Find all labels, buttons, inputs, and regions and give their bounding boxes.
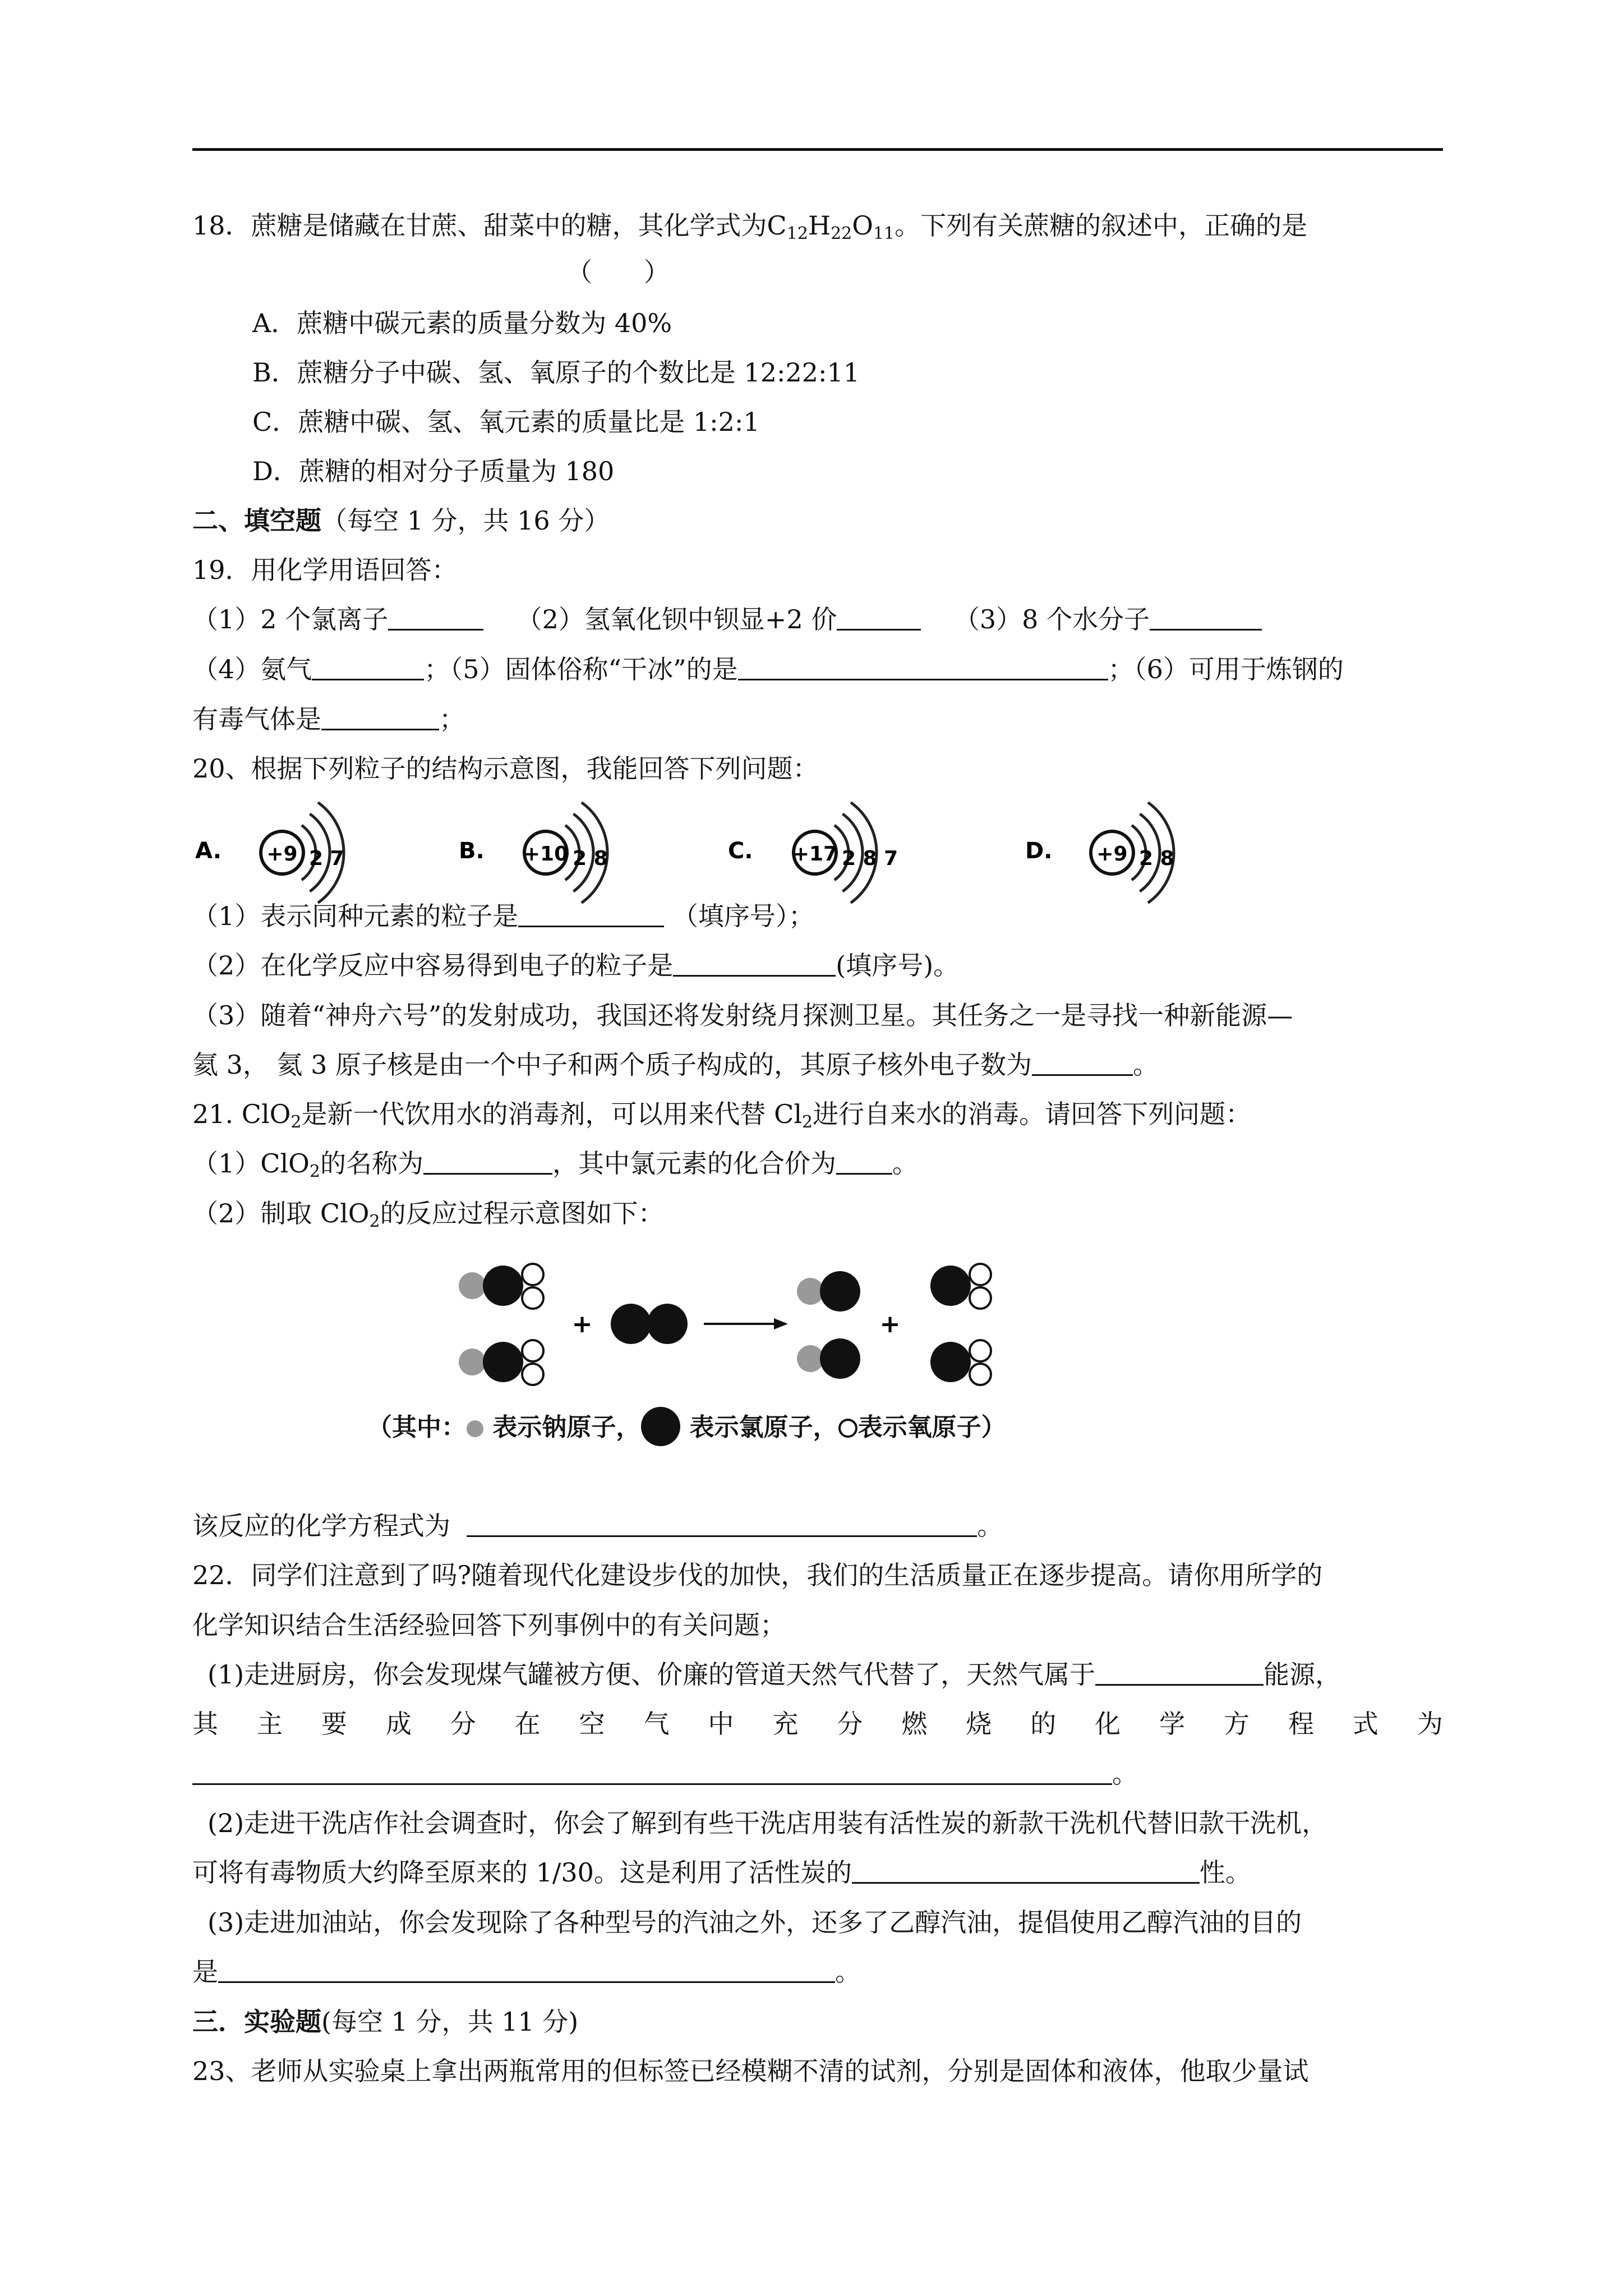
answer-blank — [837, 604, 921, 631]
q19-line1: （1）2 个氯离子 （2）氢氧化钡中钡显+2 价 （3）8 个水分子 — [192, 602, 1262, 636]
q22-stem: 22．同学们注意到了吗?随着现代化建设步伐的加快，我们的生活质量正在逐步提高。请你用所学的 — [192, 1560, 1323, 1590]
spread-char: 主 — [256, 1709, 283, 1739]
answer-blank — [852, 1857, 1200, 1884]
q18-option-c: C．蔗糖中碳、氢、氧元素的质量比是 1:2:1 — [252, 407, 760, 437]
q23-stem: 23、老师从实验桌上拿出两瓶常用的但标签已经模糊不清的试剂，分别是固体和液体，他取少量试 — [192, 2056, 1309, 2086]
answer-blank — [218, 1957, 835, 1983]
answer-blank — [467, 1511, 977, 1537]
atom-structure-diagrams — [192, 797, 1202, 909]
spread-char: 烧 — [966, 1709, 992, 1739]
q21-equation: 该反应的化学方程式为 。 — [192, 1511, 1003, 1541]
spread-char: 充 — [772, 1709, 799, 1739]
atom-label: C. — [728, 838, 753, 864]
q22-stem-cont: 化学知识结合生活经验回答下列事例中的有关问题； — [192, 1610, 786, 1640]
clo2-molecule — [930, 1264, 991, 1309]
answer-blank — [673, 950, 836, 977]
q22-part1-line3: 。 — [192, 1757, 1138, 1791]
nacl-molecule — [797, 1338, 860, 1379]
oxygen-atom-icon — [838, 1418, 858, 1438]
q22-part2-cont: 可将有毒物质大约降至原来的 1/30。这是利用了活性炭的 性。 — [192, 1857, 1251, 1888]
spread-char: 空 — [579, 1709, 605, 1739]
spread-char: 燃 — [901, 1709, 928, 1739]
reaction-legend: （其中： 表示钠原子， 表示氯原子， 表示氧原子） — [367, 1405, 1006, 1450]
atom-diagram — [459, 803, 608, 903]
answer-blank — [836, 1148, 892, 1175]
q22-part3: (3)走进加油站，你会发现除了各种型号的汽油之外，还多了乙醇汽油，提倡使用乙醇汽油的目的 — [208, 1907, 1302, 1938]
q18-option-a: A．蔗糖中碳元素的质量分数为 40% — [252, 308, 672, 338]
answer-blank — [1150, 604, 1262, 631]
q20-part2: （2）在化学反应中容易得到电子的粒子是 (填序号)。 — [192, 950, 960, 981]
atom-label: D. — [1025, 838, 1053, 864]
q20-stem: 20、根据下列粒子的结构示意图，我能回答下列问题： — [192, 753, 819, 784]
q22-part2: (2)走进干洗店作社会调查时，你会了解到有些干洗店用装有活性炭的新款干洗机代替旧款干洗机， — [208, 1808, 1328, 1838]
q18-answer-paren: （ ） — [566, 257, 670, 287]
reaction-diagram — [437, 1251, 1110, 1402]
spread-char: 的 — [1030, 1709, 1057, 1739]
plus-sign: + — [571, 1310, 593, 1338]
answer-blank — [423, 1148, 552, 1175]
q21-part1: （1）ClO$_2$的名称为 ，其中氯元素的化合价为 。 — [192, 1148, 918, 1181]
spread-char: 其 — [192, 1709, 218, 1739]
answer-blank — [312, 654, 424, 680]
naclo2-molecule — [459, 1340, 543, 1385]
q21-part2: （2）制取 ClO$_2$的反应过程示意图如下： — [192, 1198, 664, 1231]
spread-char: 分 — [450, 1709, 476, 1739]
electron-counts: 2 7 — [309, 847, 344, 870]
q20-part1: （1）表示同种元素的粒子是 （填序号）； — [192, 901, 814, 931]
spread-char: 分 — [837, 1709, 863, 1739]
section2-heading: 二、填空题（每空 1 分，共 16 分） — [192, 505, 610, 536]
nucleus-charge: +9 — [266, 843, 298, 866]
q18-option-d: D．蔗糖的相对分子质量为 180 — [252, 456, 615, 486]
q18-stem: 18．蔗糖是储藏在甘蔗、甜菜中的糖，其化学式为$C_{12}H_{22}O_{11}$。下列有关蔗糖的叙述中，正确的是 — [192, 210, 1308, 243]
atom-label: B. — [459, 838, 485, 864]
q22-part1: (1)走进厨房，你会发现煤气罐被方便、价廉的管道天然气代替了，天然气属于 能源， — [208, 1659, 1341, 1690]
q22-part3-cont: 是 。 — [192, 1957, 861, 1987]
atom-diagram — [1025, 803, 1174, 903]
nucleus-charge: +10 — [523, 843, 569, 866]
electron-counts: 2 8 7 — [842, 847, 898, 870]
q19-line2: （4）氨气 ；（5）固体俗称“干冰”的是 ；（6）可用于炼钢的 — [192, 654, 1344, 684]
q21-stem: 21. ClO$_2$是新一代饮用水的消毒剂，可以用来代替 $Cl_2$进行自来水的消毒。请回答下列问题： — [192, 1099, 1252, 1132]
spread-char: 为 — [1417, 1709, 1443, 1739]
answer-blank — [388, 604, 483, 631]
sodium-atom-icon — [466, 1420, 484, 1438]
nacl-molecule — [797, 1271, 860, 1312]
spread-char: 成 — [385, 1709, 412, 1739]
q19-stem: 19．用化学用语回答： — [192, 555, 458, 585]
spread-char: 在 — [514, 1709, 541, 1739]
section3-heading: 三．实验题(每空 1 分，共 11 分) — [192, 2007, 579, 2037]
chlorine-atom-icon — [640, 1406, 681, 1447]
q22-part1-line2 — [192, 1707, 1443, 1741]
nucleus-charge: +17 — [792, 843, 838, 866]
spread-char: 化 — [1095, 1709, 1121, 1739]
plus-sign: + — [879, 1310, 901, 1338]
spread-char: 要 — [321, 1709, 347, 1739]
answer-blank — [192, 1759, 1112, 1785]
spread-char: 式 — [1352, 1709, 1378, 1739]
answer-blank — [738, 654, 1108, 680]
spread-char: 中 — [708, 1709, 734, 1739]
q20-part3: （3）随着“神舟六号”的发射成功，我国还将发射绕月探测卫星。其任务之一是寻找一种新能源— — [192, 1000, 1293, 1030]
clo2-molecule — [930, 1340, 991, 1385]
answer-blank — [1032, 1050, 1133, 1076]
atom-label: A. — [195, 838, 222, 864]
answer-blank — [321, 704, 439, 730]
header-rule — [192, 148, 1443, 151]
spread-char: 学 — [1159, 1709, 1186, 1739]
answer-blank — [518, 901, 664, 927]
atom-diagram — [728, 803, 898, 903]
spread-char: 气 — [643, 1709, 670, 1739]
electron-counts: 2 8 — [573, 847, 608, 870]
q18-option-b: B．蔗糖分子中碳、氢、氧原子的个数比是 12:22:11 — [252, 357, 860, 388]
naclo2-molecule — [459, 1264, 543, 1309]
nucleus-charge: +9 — [1096, 843, 1128, 866]
atom-diagram — [195, 803, 344, 903]
spread-char: 方 — [1224, 1709, 1249, 1739]
answer-blank — [1095, 1659, 1264, 1686]
spread-char: 程 — [1288, 1709, 1314, 1739]
electron-counts: 2 8 — [1139, 847, 1174, 870]
q20-part3-cont: 氦 3， 氦 3 原子核是由一个中子和两个质子构成的，其原子核外电子数为 。 — [192, 1050, 1159, 1080]
cl2-molecule — [611, 1304, 688, 1344]
q19-line3: 有毒气体是 ； — [192, 704, 465, 734]
